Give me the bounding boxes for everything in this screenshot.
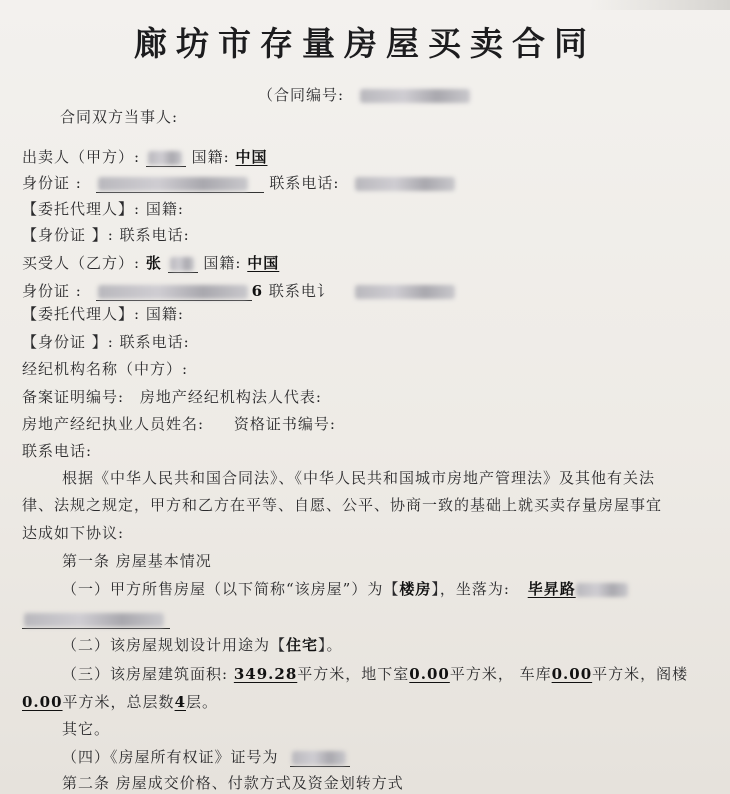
garage-unit: 平方米，阁楼 bbox=[592, 665, 689, 683]
preamble-line-3: 达成如下协议: bbox=[22, 524, 125, 542]
buyer-agent-label: 【委托代理人】: 国籍: bbox=[22, 305, 184, 323]
article1-item1-location: 毕昇路 bbox=[527, 580, 576, 598]
article1-item3-cont bbox=[22, 692, 218, 712]
broker-record-label: 备案证明编号: bbox=[22, 388, 125, 406]
buyer-id-row bbox=[22, 281, 455, 301]
article1-item1-type: 楼房 bbox=[399, 580, 432, 598]
redacted-certificate-number bbox=[290, 750, 350, 767]
seller-nationality: 中国 bbox=[235, 148, 268, 166]
redacted-contract-number bbox=[360, 89, 470, 103]
contract-number-label: （合同编号: bbox=[258, 86, 345, 104]
area-unit: 平方米，地下室 bbox=[297, 665, 410, 683]
broker-agent-row bbox=[22, 414, 336, 434]
redacted-seller-id bbox=[96, 176, 264, 193]
broker-cert-label: 资格证书编号: bbox=[233, 415, 336, 433]
buyer-id-label: 身份证 : bbox=[22, 282, 82, 300]
parties-label: 合同双方当事人: bbox=[60, 108, 179, 126]
redacted-buyer-phone bbox=[355, 285, 455, 299]
article1-item2-prefix: （二）该房屋规划设计用途为【 bbox=[62, 636, 287, 654]
corner-redaction bbox=[590, 0, 730, 10]
floors-suffix: 层。 bbox=[186, 693, 219, 711]
buyer-row bbox=[22, 253, 279, 273]
broker-name-label: 经纪机构名称（中方）: bbox=[22, 360, 189, 378]
broker-phone-label: 联系电话: bbox=[22, 442, 93, 460]
buyer-agent-id-label: 【身份证 】: 联系电话: bbox=[22, 333, 190, 351]
redacted-seller-name bbox=[146, 150, 186, 167]
buyer-label: 买受人（乙方）: bbox=[22, 254, 141, 272]
article1-other: 其它。 bbox=[62, 720, 111, 738]
attic-unit: 平方米，总层数 bbox=[62, 693, 175, 711]
article1-item4 bbox=[62, 747, 350, 767]
broker-legal-rep-label: 房地产经纪机构法人代表: bbox=[139, 388, 322, 406]
broker-agent-name-label: 房地产经纪执业人员姓名: bbox=[22, 415, 205, 433]
seller-id-label: 身份证 : bbox=[22, 174, 82, 192]
buyer-id-tail: 6 bbox=[251, 282, 264, 300]
broker-record-row bbox=[22, 387, 322, 407]
seller-phone-label: 联系电话: bbox=[269, 174, 340, 192]
garage-value: 0.00 bbox=[551, 665, 593, 683]
contract-number-row bbox=[258, 85, 470, 105]
article1-item4-prefix: （四）《房屋所有权证》证号为 bbox=[62, 748, 279, 766]
redacted-buyer-id bbox=[96, 284, 252, 301]
article1-item2-use: 住宅 bbox=[286, 636, 319, 654]
article1-item1-prefix: （一）甲方所售房屋（以下简称“该房屋”）为【 bbox=[62, 580, 400, 598]
seller-nationality-label: 国籍: bbox=[191, 148, 230, 166]
article1-location-cont bbox=[22, 609, 170, 629]
article1-item1-mid: 】，坐落为: bbox=[431, 580, 510, 598]
basement-value: 0.00 bbox=[409, 665, 450, 683]
buyer-nationality: 中国 bbox=[247, 254, 280, 272]
seller-row bbox=[22, 147, 267, 167]
article1-item2-suffix: 】。 bbox=[318, 636, 343, 654]
redacted-seller-phone bbox=[355, 177, 455, 191]
page-title: 廊坊市存量房屋买卖合同 bbox=[134, 24, 596, 63]
article2-heading: 第二条 房屋成交价格、付款方式及资金划转方式 bbox=[62, 774, 404, 792]
article1-item3-prefix: （三）该房屋建筑面积: bbox=[62, 665, 229, 683]
article1-item1 bbox=[62, 579, 628, 599]
article1-heading: 第一条 房屋基本情况 bbox=[62, 552, 212, 570]
redacted-location-2 bbox=[22, 612, 170, 629]
preamble-line-1: 根据《中华人民共和国合同法》、《中华人民共和国城市房地产管理法》及其他有关法 bbox=[62, 469, 656, 487]
area-value: 349.28 bbox=[233, 665, 298, 683]
article1-item2 bbox=[62, 635, 343, 655]
seller-label: 出卖人（甲方）: bbox=[22, 148, 141, 166]
redacted-buyer-name bbox=[168, 256, 198, 273]
seller-agent-label: 【委托代理人】: 国籍: bbox=[22, 200, 184, 218]
seller-id-row bbox=[22, 173, 455, 193]
buyer-phone-label: 联系电讠 bbox=[268, 282, 333, 300]
attic-value: 0.00 bbox=[22, 693, 63, 711]
floors-value: 4 bbox=[174, 693, 186, 711]
buyer-nationality-label: 国籍: bbox=[203, 254, 242, 272]
buyer-name-visible: 张 bbox=[145, 254, 162, 272]
redacted-location-1 bbox=[576, 583, 628, 597]
basement-unit: 平方米， 车库 bbox=[449, 665, 552, 683]
preamble-line-2: 律、法规之规定，甲方和乙方在平等、自愿、公平、协商一致的基础上就买卖存量房屋事宜 bbox=[22, 496, 663, 514]
article1-item3 bbox=[62, 664, 688, 684]
seller-agent-id-label: 【身份证 】: 联系电话: bbox=[22, 226, 190, 244]
